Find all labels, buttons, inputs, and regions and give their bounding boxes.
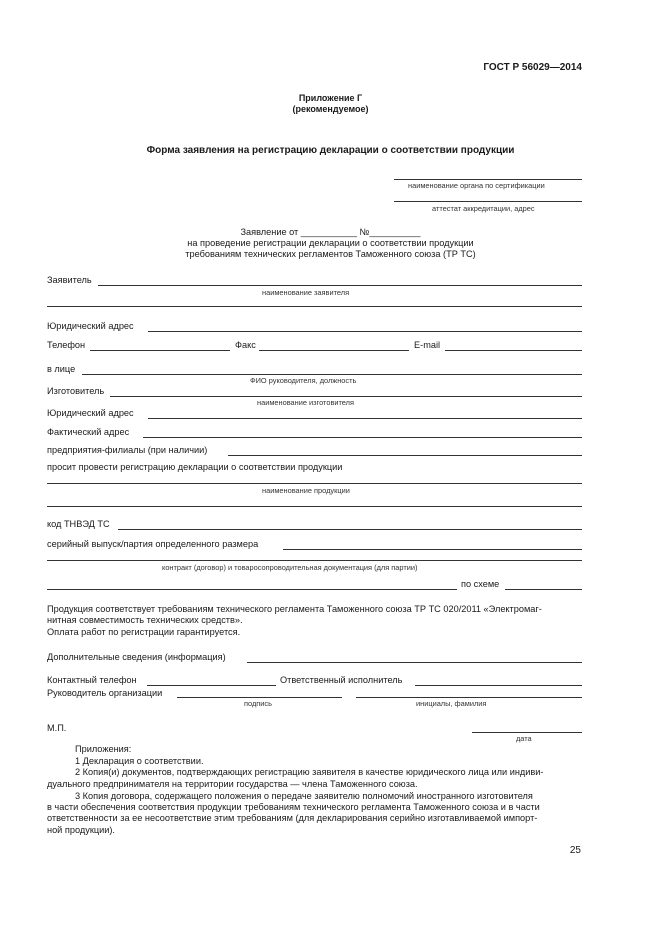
applicant-input[interactable] <box>98 285 582 286</box>
branches-label: предприятия-филиалы (при наличии) <box>47 445 208 455</box>
product-caption: наименование продукции <box>262 486 350 495</box>
stamp-label: М.П. <box>47 723 67 733</box>
organ-line[interactable] <box>394 179 582 180</box>
actual-address-label: Фактический адрес <box>47 427 130 437</box>
legal-address-2-label: Юридический адрес <box>47 408 134 418</box>
email-input[interactable] <box>445 350 582 351</box>
date-input[interactable] <box>472 732 582 733</box>
actual-address-input[interactable] <box>143 437 582 438</box>
legal-address-input[interactable] <box>148 331 582 332</box>
manufacturer-input[interactable] <box>110 396 582 397</box>
applicant-caption: наименование заявителя <box>262 288 350 297</box>
attestat-caption: аттестат аккредитации, адрес <box>432 204 535 213</box>
scheme-label: по схеме <box>461 579 500 589</box>
initials-input[interactable] <box>356 697 582 698</box>
in-person-input[interactable] <box>82 374 582 375</box>
phone-label: Телефон <box>47 340 86 350</box>
additional-label: Дополнительные сведения (информация) <box>47 652 226 662</box>
applicant-label: Заявитель <box>47 275 92 285</box>
contact-phone-input[interactable] <box>147 685 276 686</box>
attachment-2b: дуального предпринимателя на территории государства — члена Таможенного союза. <box>47 779 418 789</box>
standard-number: ГОСТ Р 56029—2014 <box>483 62 582 73</box>
signature-input[interactable] <box>177 697 342 698</box>
applicant-input-2[interactable] <box>47 306 582 307</box>
contact-phone-label: Контактный телефон <box>47 675 137 685</box>
product-input[interactable] <box>47 483 582 484</box>
contract-input[interactable] <box>47 560 582 561</box>
tnved-input[interactable] <box>118 529 582 530</box>
head-caption: ФИО руководителя, должность <box>250 376 357 385</box>
initials-caption: инициалы, фамилия <box>416 699 487 708</box>
responsible-label: Ответственный исполнитель <box>280 675 403 685</box>
attachment-3c: ответственности за ее несоответствие этим требованиям (для декларирования серийно изготавливаемой импорт- <box>47 813 538 823</box>
compliance-line-1: Продукция соответствует требованиям технического регламента Таможенного союза ТР ТС 020/2011 «Электромаг- <box>47 604 542 614</box>
signature-caption: подпись <box>244 699 272 708</box>
attachment-2a: 2 Копия(и) документов, подтверждающих регистрацию заявителя в качестве юридического лица или индиви- <box>75 767 544 777</box>
form-title: Форма заявления на регистрацию декларации о соответствии продукции <box>146 145 515 156</box>
fax-input[interactable] <box>259 350 409 351</box>
tnved-label: код ТНВЭД ТС <box>47 519 110 529</box>
serial-input[interactable] <box>283 549 582 550</box>
attestat-line[interactable] <box>394 201 582 202</box>
payment-guarantee: Оплата работ по регистрации гарантируется. <box>47 627 241 637</box>
attachment-3d: ной продукции). <box>47 825 115 835</box>
in-person-label: в лице <box>47 364 76 374</box>
scheme-input[interactable] <box>505 589 582 590</box>
attachment-3a: 3 Копия договора, содержащего положения о передаче заявителю полномочий иностранного изготовителя <box>75 791 533 801</box>
scheme-prefix-input[interactable] <box>47 589 457 590</box>
legal-address-label: Юридический адрес <box>47 321 134 331</box>
attachment-1: 1 Декларация о соответствии. <box>75 756 204 766</box>
page-number: 25 <box>569 845 581 856</box>
manufacturer-label: Изготовитель <box>47 386 105 396</box>
statement-line-1: Заявление от ___________ №__________ <box>240 227 421 237</box>
contract-caption: контракт (договор) и товаросопроводительная документация (для партии) <box>162 563 418 572</box>
attachments-title: Приложения: <box>75 744 132 754</box>
appendix-title: Приложение Г <box>298 93 363 103</box>
request-text: просит провести регистрацию декларации о соответствии продукции <box>47 462 343 472</box>
compliance-line-2: нитная совместимость технических средств». <box>47 615 243 625</box>
branches-input[interactable] <box>228 455 582 456</box>
statement-line-2: на проведение регистрации декларации о соответствии продукции <box>187 238 474 248</box>
serial-label: серийный выпуск/партия определенного размера <box>47 539 259 549</box>
manufacturer-caption: наименование изготовителя <box>257 398 354 407</box>
date-caption: дата <box>516 734 532 743</box>
statement-line-3: требованиям технических регламентов Таможенного союза (ТР ТС) <box>185 249 476 259</box>
director-label: Руководитель организации <box>47 688 163 698</box>
attachment-3b: в части обеспечения соответствия продукции требованиям технического регламента Таможенного союза и в части <box>47 802 540 812</box>
appendix-subtitle: (рекомендуемое) <box>292 104 369 114</box>
responsible-input[interactable] <box>415 685 582 686</box>
legal-address-2-input[interactable] <box>148 418 582 419</box>
fax-label: Факс <box>235 340 256 350</box>
product-input-2[interactable] <box>47 506 582 507</box>
phone-input[interactable] <box>90 350 230 351</box>
email-label: E-mail <box>414 340 441 350</box>
additional-input[interactable] <box>247 662 582 663</box>
organ-caption: наименование органа по сертификации <box>408 181 545 190</box>
